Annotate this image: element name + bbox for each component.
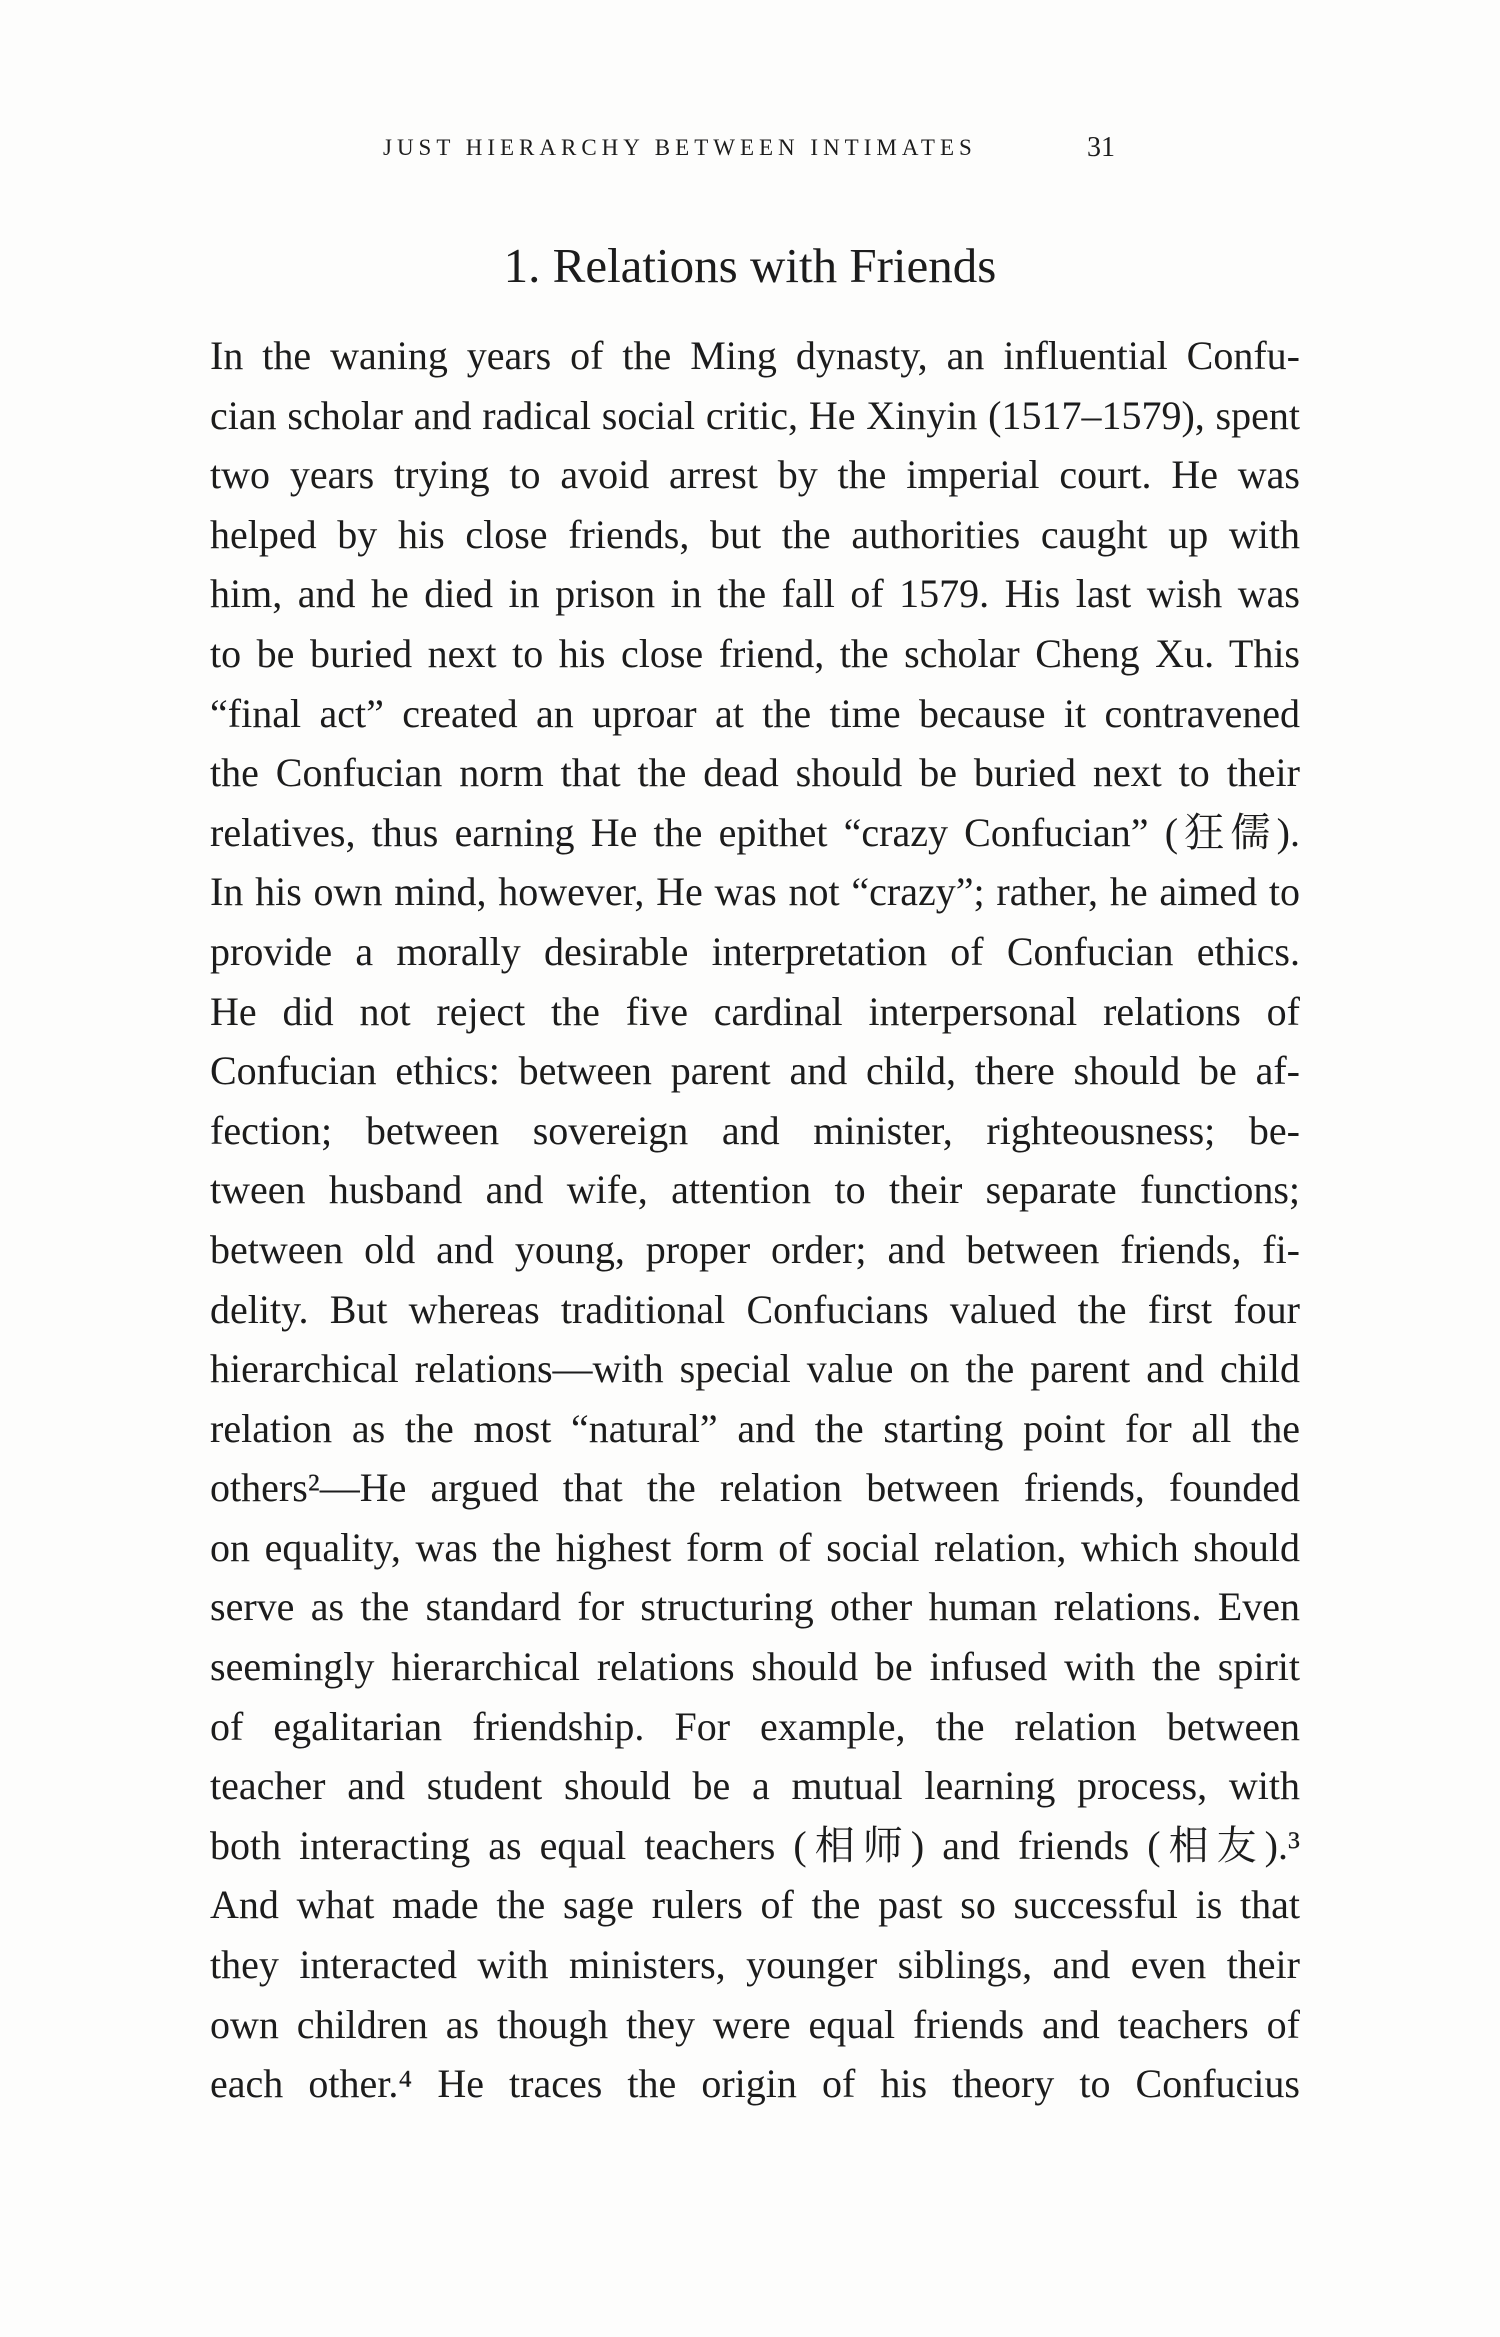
text-line: tween husband and wife, attention to their separate functions; — [210, 1167, 1300, 1213]
text-line: fection; between sovereign and minister, righteousness; be- — [210, 1107, 1300, 1153]
text-line: In the waning years of the Ming dynasty, an influential Confu- — [210, 333, 1300, 378]
text-line: delity. But whereas traditional Confucians valued the first four — [210, 1286, 1300, 1332]
text-line: relation as the most “natural” and the starting point for all the — [210, 1405, 1300, 1451]
text-line: seemingly hierarchical relations should be infused with the spirit — [210, 1644, 1300, 1690]
text-line: He did not reject the five cardinal interpersonal relations of — [210, 988, 1300, 1034]
text-line: teacher and student should be a mutual learning process, with — [210, 1763, 1300, 1809]
section-title: 1. Relations with Friends — [503, 238, 997, 293]
page-number: 31 — [1087, 132, 1115, 163]
text-line: helped by his close friends, but the authorities caught up with — [210, 511, 1300, 557]
running-header — [383, 128, 1115, 168]
text-line: Confucian ethics: between parent and child, there should be af- — [210, 1048, 1300, 1094]
text-line: In his own mind, however, He was not “crazy”; rather, he aimed to — [210, 869, 1300, 915]
text-line: they interacted with ministers, younger siblings, and even their — [210, 1942, 1300, 1988]
text-line: of egalitarian friendship. For example, the relation between — [210, 1703, 1300, 1749]
text-line: between old and young, proper order; and between friends, fi- — [210, 1226, 1300, 1272]
text-line: the Confucian norm that the dead should be buried next to their — [210, 750, 1300, 796]
text-line: serve as the standard for structuring other human relations. Even — [210, 1584, 1300, 1630]
text-line: own children as though they were equal friends and teachers of — [210, 2001, 1300, 2047]
text-line: both interacting as equal teachers (相师) and friends (相友).³ — [210, 1822, 1300, 1868]
text-line: cian scholar and radical social critic, He Xinyin (1517–1579), spent — [210, 392, 1300, 438]
text-line: provide a morally desirable interpretation of Confucian ethics. — [210, 928, 1300, 974]
text-line: And what made the sage rulers of the past so successful is that — [210, 1882, 1300, 1928]
text-line: him, and he died in prison in the fall of 1579. His last wish was — [210, 571, 1300, 617]
text-line: others²—He argued that the relation between friends, founded — [210, 1465, 1300, 1511]
running-title: JUST HIERARCHY BETWEEN INTIMATES — [383, 135, 977, 160]
body-paragraph — [210, 326, 1300, 2114]
text-line: each other.⁴ He traces the origin of his theory to Confucius — [210, 2061, 1300, 2107]
text-line: to be buried next to his close friend, the scholar Cheng Xu. This — [210, 630, 1300, 676]
text-line: hierarchical relations—with special value on the parent and child — [210, 1346, 1300, 1392]
text-line: relatives, thus earning He the epithet “crazy Confucian” (狂儒). — [210, 809, 1300, 855]
text-line: on equality, was the highest form of social relation, which should — [210, 1524, 1300, 1570]
text-line: two years trying to avoid arrest by the imperial court. He was — [210, 452, 1300, 498]
text-line: “final act” created an uproar at the time because it contravened — [210, 690, 1300, 736]
